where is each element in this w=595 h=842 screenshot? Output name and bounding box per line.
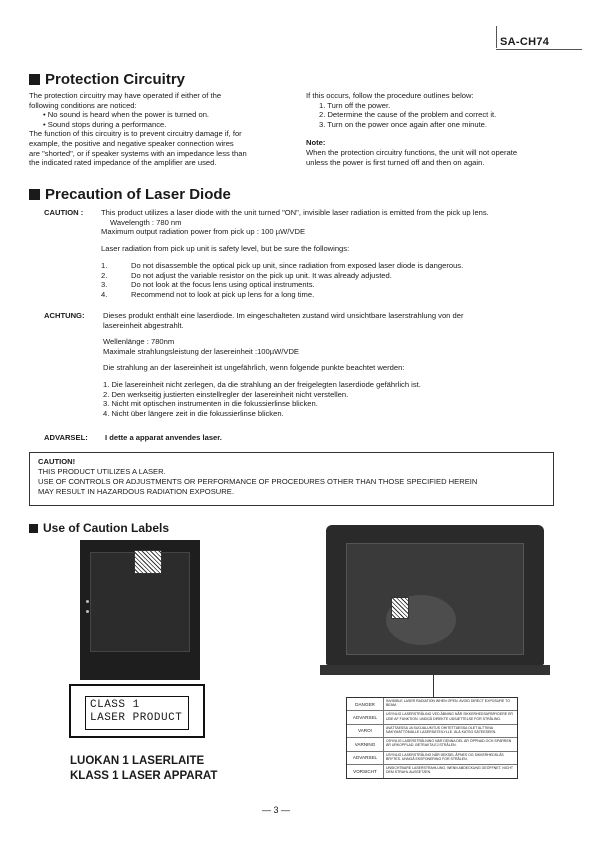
warning-row: VARNING OSYNLIG LASERSTRÅLNING NÄR DENNA DEL ÄR ÖPPNAD OCH SPÄRREN ÄR URKOPPLAD. BETRAKTA EJ STRÅLEN. [347, 738, 517, 751]
warning-row: VARO! AVATTAESSA JA SUOJALUKITUS OHITETTAESSA OLET ALTTIINA NÄKYMÄTTÖMÄLLE LASERSÄTEILYLLE. ÄLÄ KATSO SÄTEESEEN. [347, 725, 517, 738]
caution-box-title: CAUTION! [38, 457, 76, 466]
achtung-label: ACHTUNG: [44, 311, 85, 320]
leader-line [433, 675, 434, 697]
warning-row: ADVARSEL USYNLIG LASERSTRÅLING NÅR DEKSEL ÅPNES OG SIKKERHEDSLÅS BRYTES. UNNGÅ EKSPONERING FOR STRÅLEN. [347, 752, 517, 765]
heading-square-icon [29, 74, 40, 85]
klass-text: KLASS 1 LASER APPARAT [70, 770, 218, 782]
header-rule-horizontal [496, 49, 582, 50]
warning-row: VORSICHT UNSICHTBARE LASERSTRAHLUNG, WENN ABDECKUNG GEÖFFNET. NICHT DEM STRAHL AUSSETZEN. [347, 765, 517, 778]
achtung-text: lasereinheit abgestrahlt. [103, 320, 184, 330]
heading-square-icon [29, 189, 40, 200]
de-item: 4. Nicht über längere zeit in die fokussierlinse blicken. [103, 408, 284, 418]
unit-base [320, 665, 550, 675]
protection-heading [29, 71, 185, 88]
wellenlange: Wellenlänge : 780nm [103, 337, 175, 347]
advarsel-label: ADVARSEL: [44, 433, 88, 442]
unit-top-photo [326, 525, 544, 665]
laser-heading [29, 186, 231, 203]
safety-text: Laser radiation from pick up unit is safety level, but be sure the followings: [101, 243, 350, 253]
max-strahlung: Maximale strahlungsleistung der lasereinheit :100µW/VDE [103, 346, 299, 356]
class1-line: CLASS 1 [90, 699, 140, 711]
caution-text-block [101, 208, 561, 253]
strahlung-text: Die strahlung an der lasereinheit ist ungefährlich, wenn folgende punkte beachtet werden: [103, 363, 405, 373]
note-line: When the protection circuitry functions, the unit will not operate [306, 147, 518, 157]
max-output: Maximum output radiation power from pick up : 100 µW/VDE [101, 227, 306, 237]
warning-row: DANGER INVISIBLE LASER RADIATION WHEN OPEN. AVOID DIRECT EXPOSURE TO BEAM. [347, 698, 517, 711]
caution-text: This product utilizes a laser diode with the unit turned "ON", invisible laser radiation is emitted from the pick up lens. [101, 208, 489, 217]
laser-items [101, 261, 561, 299]
pickup-position-marker [391, 597, 409, 619]
unit-back-photo [80, 540, 200, 680]
procedure-step: 1. Turn off the power. [319, 100, 391, 110]
class1-label-inner [85, 696, 189, 730]
page-number: — 3 — [262, 805, 291, 815]
protection-line: The protection circuitry may have operated if either of the [29, 91, 222, 100]
protection-bullet: • Sound stops during a performance. [43, 119, 167, 129]
achtung-block [103, 311, 563, 418]
note-label: Note: [306, 138, 326, 148]
protection-title: Protection Circuitry [45, 71, 186, 88]
caution-box-line: THIS PRODUCT UTILIZES A LASER. [38, 467, 166, 476]
warning-label-table [346, 697, 518, 779]
protection-line: following conditions are noticed: [29, 100, 137, 110]
labels-title: Use of Caution Labels [43, 521, 170, 535]
header-rule-vertical [496, 26, 497, 48]
protection-line: the indicated rated impedance of the amplifier are used. [29, 158, 217, 168]
laser-item: 4. Recommend not to look at pick up lens for a long time. [101, 289, 315, 299]
model-number: SA-CH74 [500, 36, 550, 48]
de-item: 3. Nicht mit optischen instrumenten in die fokussierlinse blicken. [103, 399, 318, 409]
de-item: 2. Den werkseitig justierten einstellregler der lasereinheit nicht verstellen. [103, 389, 349, 399]
screw-icon [86, 600, 89, 603]
protection-bullet: • No sound is heard when the power is turned on. [43, 110, 210, 120]
protection-left-text [29, 91, 284, 168]
class1-label [69, 684, 205, 738]
de-item: 1. Die lasereinheit nicht zerlegen, da die strahlung an der freigelegten laserdiode gefährlich ist. [103, 379, 421, 389]
procedure-step: 2. Determine the cause of the problem and correct it. [319, 110, 497, 120]
laser-title: Precaution of Laser Diode [45, 186, 231, 203]
warning-row: ADVARSEL USYNLIG LASERSTRÅLING VED ÅBNING NÅR SIKKERHEDSAFBRYDERE ER UDE AF FUNKTION. UNDGÅ DIREKTE UDSÆTTELSE FOR STRÅLING. [347, 711, 517, 724]
caution-box [29, 452, 554, 506]
laser-item: 3. Do not look at the focus lens using optical instruments. [101, 280, 315, 290]
caution-label: CAUTION : [44, 208, 84, 217]
laser-item: 2. Do not adjust the variable resistor on the pick up unit. It was already adjusted. [101, 270, 392, 280]
laser-item: 1. Do not disassemble the optical pick up unit, since radiation from exposed laser diode is dangerous. [101, 261, 464, 270]
achtung-text: Dieses produkt enthält eine laserdiode. Im eingeschalteten zustand wird unsichtbare laserstrahlung von der [103, 311, 464, 320]
note-line: unless the power is first turned off and then on again. [306, 157, 485, 167]
caution-box-line: MAY RESULT IN HAZARDOUS RADIATION EXPOSURE. [38, 487, 234, 496]
procedure-intro: If this occurs, follow the procedure outlines below: [306, 91, 474, 100]
class1-line: LASER PRODUCT [90, 712, 183, 724]
wavelength: Wavelength : 780 nm [110, 217, 182, 227]
heading-square-icon [29, 524, 38, 533]
luokan-text: LUOKAN 1 LASERLAITE [70, 755, 205, 767]
procedure-step: 3. Turn on the power once again after one minute. [319, 119, 488, 129]
protection-line: The function of this circuitry is to prevent circuitry damage if, for [29, 129, 242, 139]
protection-right-text [306, 91, 566, 167]
protection-line: are "shorted", or if speaker systems with an impedance less than [29, 148, 247, 158]
advarsel-text: I dette a apparat anvendes laser. [105, 433, 222, 442]
screw-icon [86, 610, 89, 613]
label-position-marker [134, 550, 162, 574]
caution-box-line: USE OF CONTROLS OR ADJUSTMENTS OR PERFORMANCE OF PROCEDURES OTHER THAN THOSE SPECIFIED HEREIN [38, 477, 478, 486]
protection-line: example, the positive and negative speaker connection wires [29, 138, 234, 148]
labels-heading [29, 521, 169, 535]
